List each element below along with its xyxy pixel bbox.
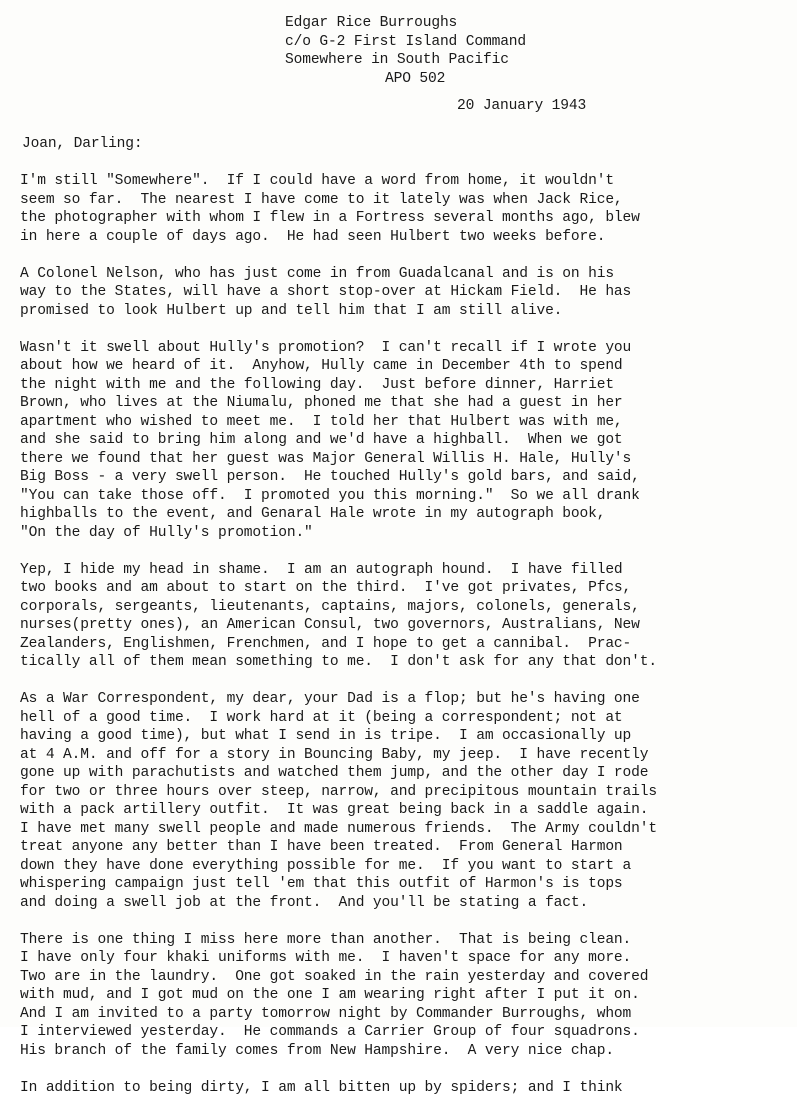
text-line: corporals, sergeants, lieutenants, captains, majors, colonels, generals,	[20, 598, 640, 615]
text-line: I have only four khaki uniforms with me. I haven't space for any more.	[20, 950, 632, 966]
letter-date: 20 January 1943	[457, 98, 587, 114]
text-line: the night with me and the following day. Just before dinner, Harriet	[20, 376, 614, 393]
letterhead-line: c/o G-2 First Island Command	[285, 33, 527, 50]
text-line: with mud, and I got mud on the one I am wearing right after I put it on.	[20, 987, 640, 1003]
text-line: A Colonel Nelson, who has just come in from Guadalcanal and is on his	[20, 265, 614, 282]
paragraph	[20, 690, 795, 912]
text-line: "On the day of Hully's promotion."	[20, 524, 313, 541]
text-line: and doing a swell job at the front. And you'll be stating a fact.	[20, 894, 589, 911]
text-line: Big Boss - a very swell person. He touched Hully's gold bars, and said,	[20, 469, 640, 485]
text-line: nurses(pretty ones), an American Consul, two governors, Australians, New	[20, 617, 640, 633]
letterhead-line: APO 502	[385, 70, 446, 87]
paragraph	[20, 931, 795, 1061]
paragraph	[20, 561, 795, 672]
text-line: seem so far. The nearest I have come to it lately was when Jack Rice,	[20, 191, 623, 208]
paragraph	[20, 1079, 795, 1098]
text-line: Brown, who lives at the Niumalu, phoned me that she had a guest in her	[20, 395, 623, 411]
text-line: for two or three hours over steep, narrow, and precipitous mountain trails	[20, 783, 657, 800]
text-line: Yep, I hide my head in shame. I am an autograph hound. I have filled	[20, 561, 623, 578]
letterhead-line: Edgar Rice Burroughs	[285, 15, 458, 31]
text-line: the photographer with whom I flew in a Fortress several months ago, blew	[20, 210, 640, 226]
text-line: and she said to bring him along and we'd have a highball. When we got	[20, 432, 623, 448]
text-line: Two are in the laundry. One got soaked in the rain yesterday and covered	[20, 968, 649, 985]
text-line: As a War Correspondent, my dear, your Dad is a flop; but he's having one	[20, 691, 640, 707]
text-line: two books and am about to start on the third. I've got privates, Pfcs,	[20, 580, 632, 596]
text-line: tically all of them mean something to me. I don't ask for any that don't.	[20, 654, 657, 670]
text-line: In addition to being dirty, I am all bitten up by spiders; and I think	[20, 1079, 623, 1096]
text-line: whispering campaign just tell 'em that this outfit of Harmon's is tops	[20, 876, 623, 892]
text-line: way to the States, will have a short stop-over at Hickam Field. He has	[20, 284, 632, 300]
text-line: having a good time), but what I send in is tripe. I am occasionally up	[20, 728, 632, 744]
paragraph	[20, 265, 795, 321]
text-line: There is one thing I miss here more than another. That is being clean.	[20, 931, 632, 948]
text-line: I interviewed yesterday. He commands a Carrier Group of four squadrons.	[20, 1024, 640, 1040]
text-line: with a pack artillery outfit. It was great being back in a saddle again.	[20, 802, 649, 818]
text-line: Zealanders, Englishmen, Frenchmen, and I hope to get a cannibal. Prac-	[20, 635, 632, 652]
paragraph	[20, 339, 795, 543]
text-line: highballs to the event, and Genaral Hale wrote in my autograph book,	[20, 506, 606, 522]
text-line: down they have done everything possible for me. If you want to start a	[20, 857, 632, 874]
letter-body	[20, 172, 795, 1116]
text-line: about how we heard of it. Anyhow, Hully came in December 4th to spend	[20, 358, 623, 374]
text-line: His branch of the family comes from New Hampshire. A very nice chap.	[20, 1042, 614, 1059]
text-line: promised to look Hulbert up and tell him that I am still alive.	[20, 302, 563, 319]
text-line: apartment who wished to meet me. I told her that Hulbert was with me,	[20, 413, 623, 430]
text-line: at 4 A.M. and off for a story in Bouncing Baby, my jeep. I have recently	[20, 746, 649, 763]
salutation: Joan, Darling:	[22, 136, 143, 152]
text-line: hell of a good time. I work hard at it (being a correspondent; not at	[20, 709, 623, 726]
text-line: gone up with parachutists and watched them jump, and the other day I rode	[20, 765, 649, 781]
text-line: Wasn't it swell about Hully's promotion? I can't recall if I wrote you	[20, 339, 632, 356]
text-line: And I am invited to a party tomorrow night by Commander Burroughs, whom	[20, 1005, 632, 1022]
text-line: I'm still "Somewhere". If I could have a word from home, it wouldn't	[20, 173, 614, 189]
text-line: treat anyone any better than I have been treated. From General Harmon	[20, 839, 623, 855]
paragraph	[20, 172, 795, 246]
text-line: "You can take those off. I promoted you this morning." So we all drank	[20, 487, 640, 504]
letterhead	[285, 14, 526, 88]
text-line: in here a couple of days ago. He had seen Hulbert two weeks before.	[20, 228, 606, 245]
text-line: I have met many swell people and made numerous friends. The Army couldn't	[20, 820, 657, 837]
text-line: there we found that her guest was Major General Willis H. Hale, Hully's	[20, 450, 632, 467]
letterhead-line: Somewhere in South Pacific	[285, 52, 509, 68]
